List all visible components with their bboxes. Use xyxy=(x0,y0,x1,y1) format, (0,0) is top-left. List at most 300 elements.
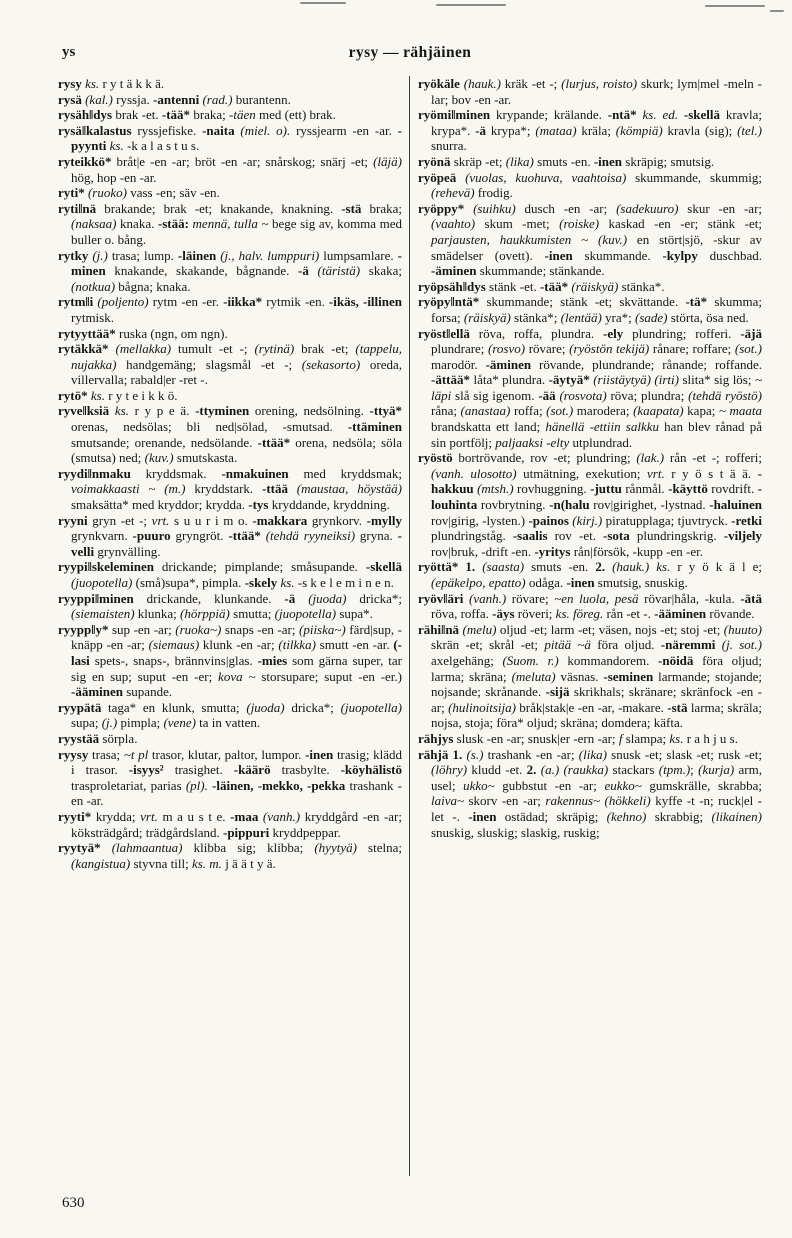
usage-label: (ruoka~) xyxy=(175,621,222,637)
headword-or-subentry: ryöv‖äri xyxy=(418,590,469,606)
definition-text: skurk; lym|mel -meln -lar; bov -en -ar. xyxy=(431,76,762,107)
headword-or-subentry: -n(halu xyxy=(549,497,594,513)
definition-text: j ä ä t y ä. xyxy=(221,855,276,871)
definition-text: kyffe -t -n; ruck|el -let -. xyxy=(431,793,762,824)
usage-label: kova ~ xyxy=(218,668,256,684)
usage-label: (tehdä ryyneiksi) xyxy=(265,528,356,544)
definition-text: färd|sup, -knäpp -en -ar; xyxy=(71,621,402,653)
usage-label: ks. m. xyxy=(191,855,222,871)
definition-text: supande. xyxy=(126,684,173,700)
headword-or-subentry: ryti* xyxy=(58,185,88,201)
usage-label: (anastaa) xyxy=(460,403,511,419)
definition-text: skorv -en -ar; xyxy=(464,793,546,809)
definition-text: rov -et. xyxy=(554,528,604,544)
text-columns xyxy=(58,76,762,1176)
headword-or-subentry: rysä xyxy=(58,91,86,107)
headword-or-subentry: -pippuri xyxy=(222,824,273,840)
definition-text: snuskig, sluskig; slaskig, ruskig; xyxy=(431,824,600,840)
headword-or-subentry: 2. xyxy=(595,559,613,575)
definition-text: hög, hop -en -ar. xyxy=(71,169,157,185)
definition-text: brak -et. xyxy=(115,107,162,123)
usage-label: (juoda) xyxy=(246,699,285,715)
headword-or-subentry: -inen xyxy=(566,575,598,590)
headword-or-subentry: -ntä* xyxy=(607,107,643,123)
definition-text: krypa*; xyxy=(490,122,536,138)
usage-label: (s.) xyxy=(466,746,484,762)
usage-label: (likainen) xyxy=(711,808,762,824)
headword-or-subentry: -stää: xyxy=(157,216,193,232)
definition-text: slita* sig lös; xyxy=(679,372,755,388)
definition-text: bortrövande, rov -et; plundring; xyxy=(458,450,637,466)
headword-or-subentry: -yritys xyxy=(534,543,574,559)
definition-text: låta* plundra. xyxy=(473,372,549,388)
usage-label: ukko~ xyxy=(463,777,495,793)
usage-label: (lika) xyxy=(505,153,534,169)
dictionary-entry xyxy=(58,747,402,809)
usage-label: (poljento) xyxy=(97,294,149,310)
definition-text: utmätning, exekution; xyxy=(516,465,647,481)
usage-label: (suihku) xyxy=(473,200,516,216)
headword-or-subentry: ryyti* xyxy=(58,808,96,824)
definition-text: klibba sig; klibba; xyxy=(182,840,315,856)
headword-or-subentry: -köyhälistö xyxy=(340,762,402,778)
definition-text: sup -en -ar; xyxy=(111,621,176,637)
usage-label: (meluta) xyxy=(511,668,556,684)
definition-text: dusch -en -ar; xyxy=(515,200,617,216)
headword-or-subentry: ryystää xyxy=(58,730,103,746)
dictionary-entry xyxy=(58,341,402,388)
definition-text: r y ö s t ä ä. xyxy=(664,465,758,481)
headword-or-subentry: -ttää* xyxy=(228,528,266,544)
headword-or-subentry: -velli xyxy=(71,528,402,559)
definition-text: burantenn. xyxy=(232,91,291,107)
usage-label: mennä, tulla ~ xyxy=(192,216,269,232)
definition-text: vass -en; säv -en. xyxy=(126,185,220,201)
headword-or-subentry: -näremmi xyxy=(660,637,722,653)
usage-label: pitää ~ä xyxy=(544,637,591,653)
usage-label: (hyytyä) xyxy=(314,840,357,856)
definition-text: kludd -et. xyxy=(467,762,527,778)
definition-text: röveri; xyxy=(517,606,556,622)
definition-text: braka; xyxy=(193,107,230,123)
dictionary-entry xyxy=(58,731,402,747)
definition-text: skumma; forsa; xyxy=(431,294,762,325)
definition-text: röva, roffa. xyxy=(431,606,493,622)
headword-or-subentry: ryökäle xyxy=(418,76,464,91)
definition-text: råna; xyxy=(431,403,461,419)
definition-text: klunk -en -ar; xyxy=(199,637,279,653)
definition-text: rovbrytning. xyxy=(480,497,550,513)
definition-text: smaksätta* med kryddor; krydda. xyxy=(71,497,249,513)
headword-or-subentry: -inen xyxy=(593,153,626,169)
definition-text: kryddstark. xyxy=(185,481,262,497)
dictionary-entry xyxy=(418,279,762,295)
usage-label: (vanh.) xyxy=(468,590,507,606)
headword-or-subentry: -skellä xyxy=(683,107,726,123)
headword-or-subentry: -äminen xyxy=(485,356,540,372)
usage-label: (a.) (raukka) xyxy=(540,762,609,778)
definition-text: snusk -et; slask -et; rusk -et; xyxy=(606,746,762,762)
definition-text: grynvälling. xyxy=(97,543,161,559)
definition-text: väsnas. xyxy=(555,668,604,684)
definition-text: larma; skräla; nojsa, stoja; föra* oljud; skräna; domdera; käfta. xyxy=(431,699,762,731)
headword-or-subentry: -ääminen xyxy=(654,606,710,622)
usage-label: parjausten, haukkumisten ~ (kuv.) xyxy=(431,231,628,247)
headword-or-subentry: -skellä xyxy=(365,559,402,575)
definition-text: kaskad -en -er; stänk -et; xyxy=(599,216,762,232)
usage-label: (tpm.) xyxy=(658,762,691,778)
headword-or-subentry: -juttu xyxy=(590,481,626,497)
definition-text: orenas, nedsölas; bli ned|sölad, -smutsad. xyxy=(71,419,348,435)
definition-text: föra oljud; larma; skräna; xyxy=(431,652,762,684)
definition-text: brak -et; xyxy=(294,341,356,357)
headword-or-subentry: -ä xyxy=(475,122,491,138)
usage-label: voimakkaasti ~ (m.) xyxy=(71,481,186,497)
headword-or-subentry: ryöppy* xyxy=(418,200,474,216)
definition-text: rånare; roffare; xyxy=(649,341,735,357)
dictionary-entry xyxy=(58,248,402,295)
definition-text: krydda; xyxy=(95,808,141,824)
usage-label: (kurja) xyxy=(698,762,735,778)
usage-label: (siemaus) xyxy=(148,637,200,653)
headword-or-subentry: -ä xyxy=(298,263,318,279)
dictionary-entry xyxy=(58,107,402,123)
headword-or-subentry: -ikäs, -illinen xyxy=(328,294,402,310)
usage-label: (pl). xyxy=(185,777,208,793)
definition-text: skrän -et; skrål -et; xyxy=(431,637,545,653)
headword-or-subentry: -tää* xyxy=(539,278,572,294)
headword-or-subentry: -makkara xyxy=(252,512,312,528)
definition-text: gubbstut -en -ar; xyxy=(494,777,605,793)
definition-text: rytmisk. xyxy=(71,309,114,325)
headword-or-subentry: ryyppi‖minen xyxy=(58,590,147,606)
usage-label: (j., halv. lumppuri) xyxy=(220,247,320,263)
usage-label: ks. xyxy=(85,76,100,91)
headword-or-subentry: -kylpy xyxy=(662,247,710,263)
definition-text: bege sig av, komma med buller o. bång. xyxy=(71,216,403,247)
right-column xyxy=(410,76,762,1176)
dictionary-entry xyxy=(58,559,402,590)
headword-or-subentry: ryypp‖y* xyxy=(58,621,112,637)
usage-label: (kuv.) xyxy=(144,450,174,466)
headword-or-subentry: ryypätä xyxy=(58,699,109,715)
definition-text: dricka*; xyxy=(284,699,341,715)
definition-text: sörpla. xyxy=(102,730,138,746)
usage-label: (ryöstön tekijä) xyxy=(569,341,650,357)
dictionary-entry xyxy=(418,294,762,325)
headword-or-subentry: 2. xyxy=(526,762,541,778)
definition-text: (små)supa*, pimpla. xyxy=(132,575,245,590)
headword-or-subentry: -nmakuinen xyxy=(221,465,304,481)
definition-text: plundrare; xyxy=(431,341,489,357)
definition-text: piratupplaga; tjuvtryck. xyxy=(602,512,732,528)
headword-or-subentry: -iikka* xyxy=(223,294,267,310)
definition-text: grynkorv. xyxy=(311,512,367,528)
usage-label: (kangistua) xyxy=(71,855,131,871)
usage-label: vrt. xyxy=(151,512,170,528)
headword-or-subentry: rytö* xyxy=(58,387,91,403)
definition-text: kravla; krypa*. xyxy=(431,107,762,138)
page-number: 630 xyxy=(62,1195,85,1211)
definition-text: skummande; stänkande. xyxy=(479,263,605,279)
definition-text: ruska (ngn, om ngn). xyxy=(119,325,228,341)
definition-text: dricka*; xyxy=(346,590,402,606)
usage-label: (kirj.) xyxy=(572,512,603,528)
usage-label: (kömpiä) xyxy=(615,122,663,138)
headword-or-subentry: -antenni xyxy=(152,91,203,107)
usage-label: ~en luola, pesä xyxy=(554,590,639,606)
usage-label: (j. sot.) xyxy=(721,637,762,653)
headword-or-subentry: -inen xyxy=(468,808,505,824)
usage-label: (lika) xyxy=(578,746,607,762)
definition-text: odåga. xyxy=(525,575,567,590)
definition-text: bågna; knaka. xyxy=(115,278,191,294)
usage-label: (kehno) xyxy=(606,808,647,824)
headword-or-subentry: rysä‖kalastus xyxy=(58,122,138,138)
definition-text: stänk -et. xyxy=(489,278,540,294)
definition-text: spets-, snaps-, brännvins|glas. xyxy=(94,652,258,668)
definition-text: r y t e i k k ö. xyxy=(104,387,178,403)
usage-label: hänellä -ettiin salkku xyxy=(545,419,660,435)
headword-or-subentry: -puuro xyxy=(132,528,176,544)
definition-text: röva; plundra; xyxy=(606,387,689,403)
definition-text: rånmål. xyxy=(625,481,669,497)
usage-label: (täristä) xyxy=(317,263,361,279)
definition-text: drickande, klunkande. xyxy=(146,590,285,606)
definition-text: grynkvarn. xyxy=(71,528,133,544)
usage-label: (miel. o). xyxy=(240,122,291,138)
usage-label: (vene) xyxy=(163,715,196,731)
definition-text: arm, usel; xyxy=(431,762,762,793)
definition-text: knakande, skakande, bågnande. xyxy=(114,263,299,279)
definition-text: braka; xyxy=(369,200,402,216)
page-header xyxy=(62,44,758,66)
dictionary-entry xyxy=(58,513,402,560)
headword-or-subentry: rytm‖i xyxy=(58,294,98,310)
usage-label: (j.) xyxy=(101,715,118,731)
headword-or-subentry: -ttyminen xyxy=(195,403,255,419)
headword-or-subentry: rytky xyxy=(58,247,93,263)
usage-label: (riistäytyä) (irti) xyxy=(593,372,679,388)
headword-or-subentry: -painos xyxy=(528,512,573,528)
dictionary-entry xyxy=(58,700,402,731)
definition-text: slusk -en -ar; snusk|er -ern -ar; xyxy=(456,730,619,746)
dictionary-entry xyxy=(418,622,762,731)
scan-artifact-dash xyxy=(770,10,784,12)
usage-label: ks. föreg. xyxy=(555,606,604,622)
headword-or-subentry: -tää* xyxy=(161,107,194,123)
usage-label: (juopotella) xyxy=(274,606,337,622)
definition-text: yra*; xyxy=(601,309,635,325)
definition-text: rövande. xyxy=(709,606,755,622)
usage-label: ks. xyxy=(114,403,129,419)
headword-or-subentry: -sota xyxy=(603,528,637,544)
definition-text: ryssjearm -en -ar. xyxy=(290,122,398,138)
headword-or-subentry: -ttää xyxy=(261,481,297,497)
definition-text: rövande, plundrande; rånande; roffande. xyxy=(539,356,762,372)
definition-text: oljud -et; larm -et; väsen, nojs -et; stoj -et; xyxy=(496,621,724,637)
dictionary-entry xyxy=(58,403,402,465)
usage-label: (melu) xyxy=(462,621,497,637)
usage-label: (saasta) xyxy=(482,559,525,575)
usage-label: (hauk.) xyxy=(463,76,501,91)
dictionary-entry xyxy=(418,154,762,170)
definition-text: skrabbig; xyxy=(646,808,712,824)
headword-or-subentry: rysy xyxy=(58,76,86,91)
definition-text: rån -et -; rofferi; xyxy=(664,450,762,466)
definition-text: en stört|sjö, -skur av smädelser (ovett). xyxy=(431,231,762,263)
definition-text: r y p e ä. xyxy=(128,403,196,419)
dictionary-entry xyxy=(58,92,402,108)
definition-text: rån|försök, -kupp -en -er. xyxy=(573,543,703,559)
usage-label: (vanh.) xyxy=(262,808,301,824)
definition-text: kryddande, kryddning. xyxy=(271,497,390,513)
definition-text: rytm -en -er. xyxy=(148,294,224,310)
headword-or-subentry: ryöttä* 1. xyxy=(418,559,483,575)
usage-label: laiva~ xyxy=(431,793,465,809)
definition-text: smutsande; orenande, nedsölande. xyxy=(71,434,258,450)
headword-or-subentry: -ää xyxy=(538,387,560,403)
usage-label: ~ maata xyxy=(718,403,762,419)
headword-or-subentry: -ä xyxy=(284,590,309,606)
dictionary-entry xyxy=(418,559,762,590)
usage-label: (Suom. r.) xyxy=(502,652,559,668)
headword-or-subentry: -ääminen xyxy=(71,684,127,700)
definition-text: gryna. xyxy=(355,528,398,544)
definition-text: kapa; xyxy=(683,403,719,419)
headword-or-subentry: rähjä 1. xyxy=(418,746,467,762)
definition-text: ta in vatten. xyxy=(195,715,261,731)
headword-or-subentry: -käärö xyxy=(233,762,282,778)
definition-text: störta, ösa ned. xyxy=(667,309,749,325)
definition-text: kravla (sig); xyxy=(662,122,738,138)
definition-text: ryssjefiske. xyxy=(137,122,203,138)
definition-text: marodör. xyxy=(431,356,486,372)
headword-or-subentry: -louhinta xyxy=(431,481,762,513)
definition-text: utplundrad. xyxy=(569,434,633,450)
definition-text: plundring; rofferi. xyxy=(632,325,741,341)
headword-or-subentry: -ätä xyxy=(740,590,762,606)
definition-text: trasa; lump. xyxy=(107,247,178,263)
headword-or-subentry: -minen xyxy=(71,247,402,279)
usage-label: (tilkka) xyxy=(278,637,316,653)
definition-text: rovhuggning. xyxy=(513,481,591,497)
definition-text: gryngröt. xyxy=(175,528,229,544)
usage-label: (rosvo) xyxy=(488,341,526,357)
definition-text: slå sig igenom. xyxy=(451,387,539,403)
definition-text: r y t ä k k ä. xyxy=(99,76,165,91)
headword-or-subentry: -haluinen xyxy=(709,497,762,513)
headword-or-subentry: -läinen xyxy=(177,247,221,263)
headword-or-subentry: -stä xyxy=(341,200,370,216)
definition-text: trashank -en -ar; xyxy=(483,746,579,762)
definition-text: axelgehäng; xyxy=(431,652,503,668)
headword-or-subentry: -saalis xyxy=(512,528,555,544)
usage-label: (huuto) xyxy=(723,621,762,637)
usage-label: (kaapata) xyxy=(633,403,684,419)
headword-or-subentry: rysäh‖dys xyxy=(58,107,116,123)
definition-text: trasa; xyxy=(92,746,124,762)
usage-label: (vanh. ulosotto) xyxy=(431,465,517,481)
definition-text: handgemäng; slagsmål -et -; xyxy=(116,356,302,372)
headword-or-subentry: -maa xyxy=(230,808,263,824)
definition-text: trasig; klädd i trasor. xyxy=(71,746,402,778)
dictionary-entry xyxy=(58,123,402,154)
usage-label: (juoda) xyxy=(308,590,347,606)
definition-text: larmande; stojande; nojsande; skrånande. xyxy=(431,668,762,700)
headword-or-subentry: ryydi‖nmaku xyxy=(58,465,146,481)
headword-or-subentry: rytyyttää* xyxy=(58,325,120,341)
headword-or-subentry: -mies xyxy=(257,652,293,668)
headword-or-subentry: ryyni xyxy=(58,512,93,528)
usage-label: vrt. xyxy=(647,465,665,481)
definition-text: brakande; brak -et; knakande, knakning. xyxy=(104,200,342,216)
dictionary-entry xyxy=(418,450,762,559)
headword-or-subentry: -tys xyxy=(248,497,272,513)
headword-or-subentry: rähjys xyxy=(418,730,457,746)
usage-label: (j.) xyxy=(92,247,108,263)
scan-artifact xyxy=(0,2,792,10)
usage-label: (lahmaantua) xyxy=(111,840,183,856)
usage-label: (maustaa, höystää) xyxy=(296,481,402,497)
usage-label: (räiskyä) xyxy=(571,278,619,294)
definition-text: skräp -et; xyxy=(453,153,506,169)
definition-text: storsupare; suput -en -er.) xyxy=(255,668,402,684)
definition-text: ryssja. xyxy=(112,91,153,107)
usage-label: (mellakka) xyxy=(115,341,172,357)
header-guide-words: rysy — rähjäinen xyxy=(348,44,472,61)
dictionary-entry xyxy=(58,591,402,622)
headword-or-subentry: ryöstö xyxy=(418,450,459,466)
usage-label: (piiska~) xyxy=(299,621,346,637)
definition-text: klunka; xyxy=(134,606,181,622)
dictionary-entry xyxy=(418,731,762,747)
headword-or-subentry: -sijä xyxy=(545,684,574,700)
usage-label: (mataa) xyxy=(535,122,577,138)
usage-label: (epäkelpo, epatto) xyxy=(431,575,526,590)
definition-text: smutt -en -ar. xyxy=(315,637,394,653)
usage-label: (tel.) xyxy=(737,122,762,138)
definition-text: rov|girig, -lysten.) xyxy=(431,512,529,528)
definition-text: skummande, skummig; xyxy=(626,169,762,185)
definition-text: skur -en -ar; xyxy=(678,200,762,216)
scan-artifact-dash xyxy=(300,2,346,4)
dictionary-entry xyxy=(418,76,762,107)
dictionary-entry xyxy=(418,201,762,279)
header-guide-word-left: ys xyxy=(62,44,76,60)
headword-or-subentry: ryytyä* xyxy=(58,840,112,856)
definition-text: rovdrift. xyxy=(711,481,758,497)
definition-text: orening, nedsölning. xyxy=(254,403,370,419)
usage-label: (sot.) xyxy=(734,341,762,357)
headword-or-subentry: rähi‖nä xyxy=(418,621,463,637)
dictionary-entry xyxy=(58,388,402,404)
dictionary-entry xyxy=(58,154,402,185)
usage-label: (tappelu, nujakka) xyxy=(71,341,402,372)
headword-or-subentry: -äminen xyxy=(431,263,480,279)
headword-or-subentry: -pyynti xyxy=(71,122,402,154)
headword-or-subentry: -inen xyxy=(544,247,585,263)
definition-text: rov|girighet, -lystnad. xyxy=(593,497,710,513)
definition-text: skummande. xyxy=(584,247,663,263)
dictionary-entry xyxy=(58,76,402,92)
definition-text: oreda, villervalla; rabald|er -ret -. xyxy=(71,356,402,388)
definition-text: m a u s t e. xyxy=(157,808,231,824)
usage-label: (roiske) xyxy=(559,216,600,232)
definition-text: duschbad. xyxy=(709,247,762,263)
definition-text: föra oljud. xyxy=(590,637,661,653)
headword-or-subentry: -stä xyxy=(667,699,691,715)
